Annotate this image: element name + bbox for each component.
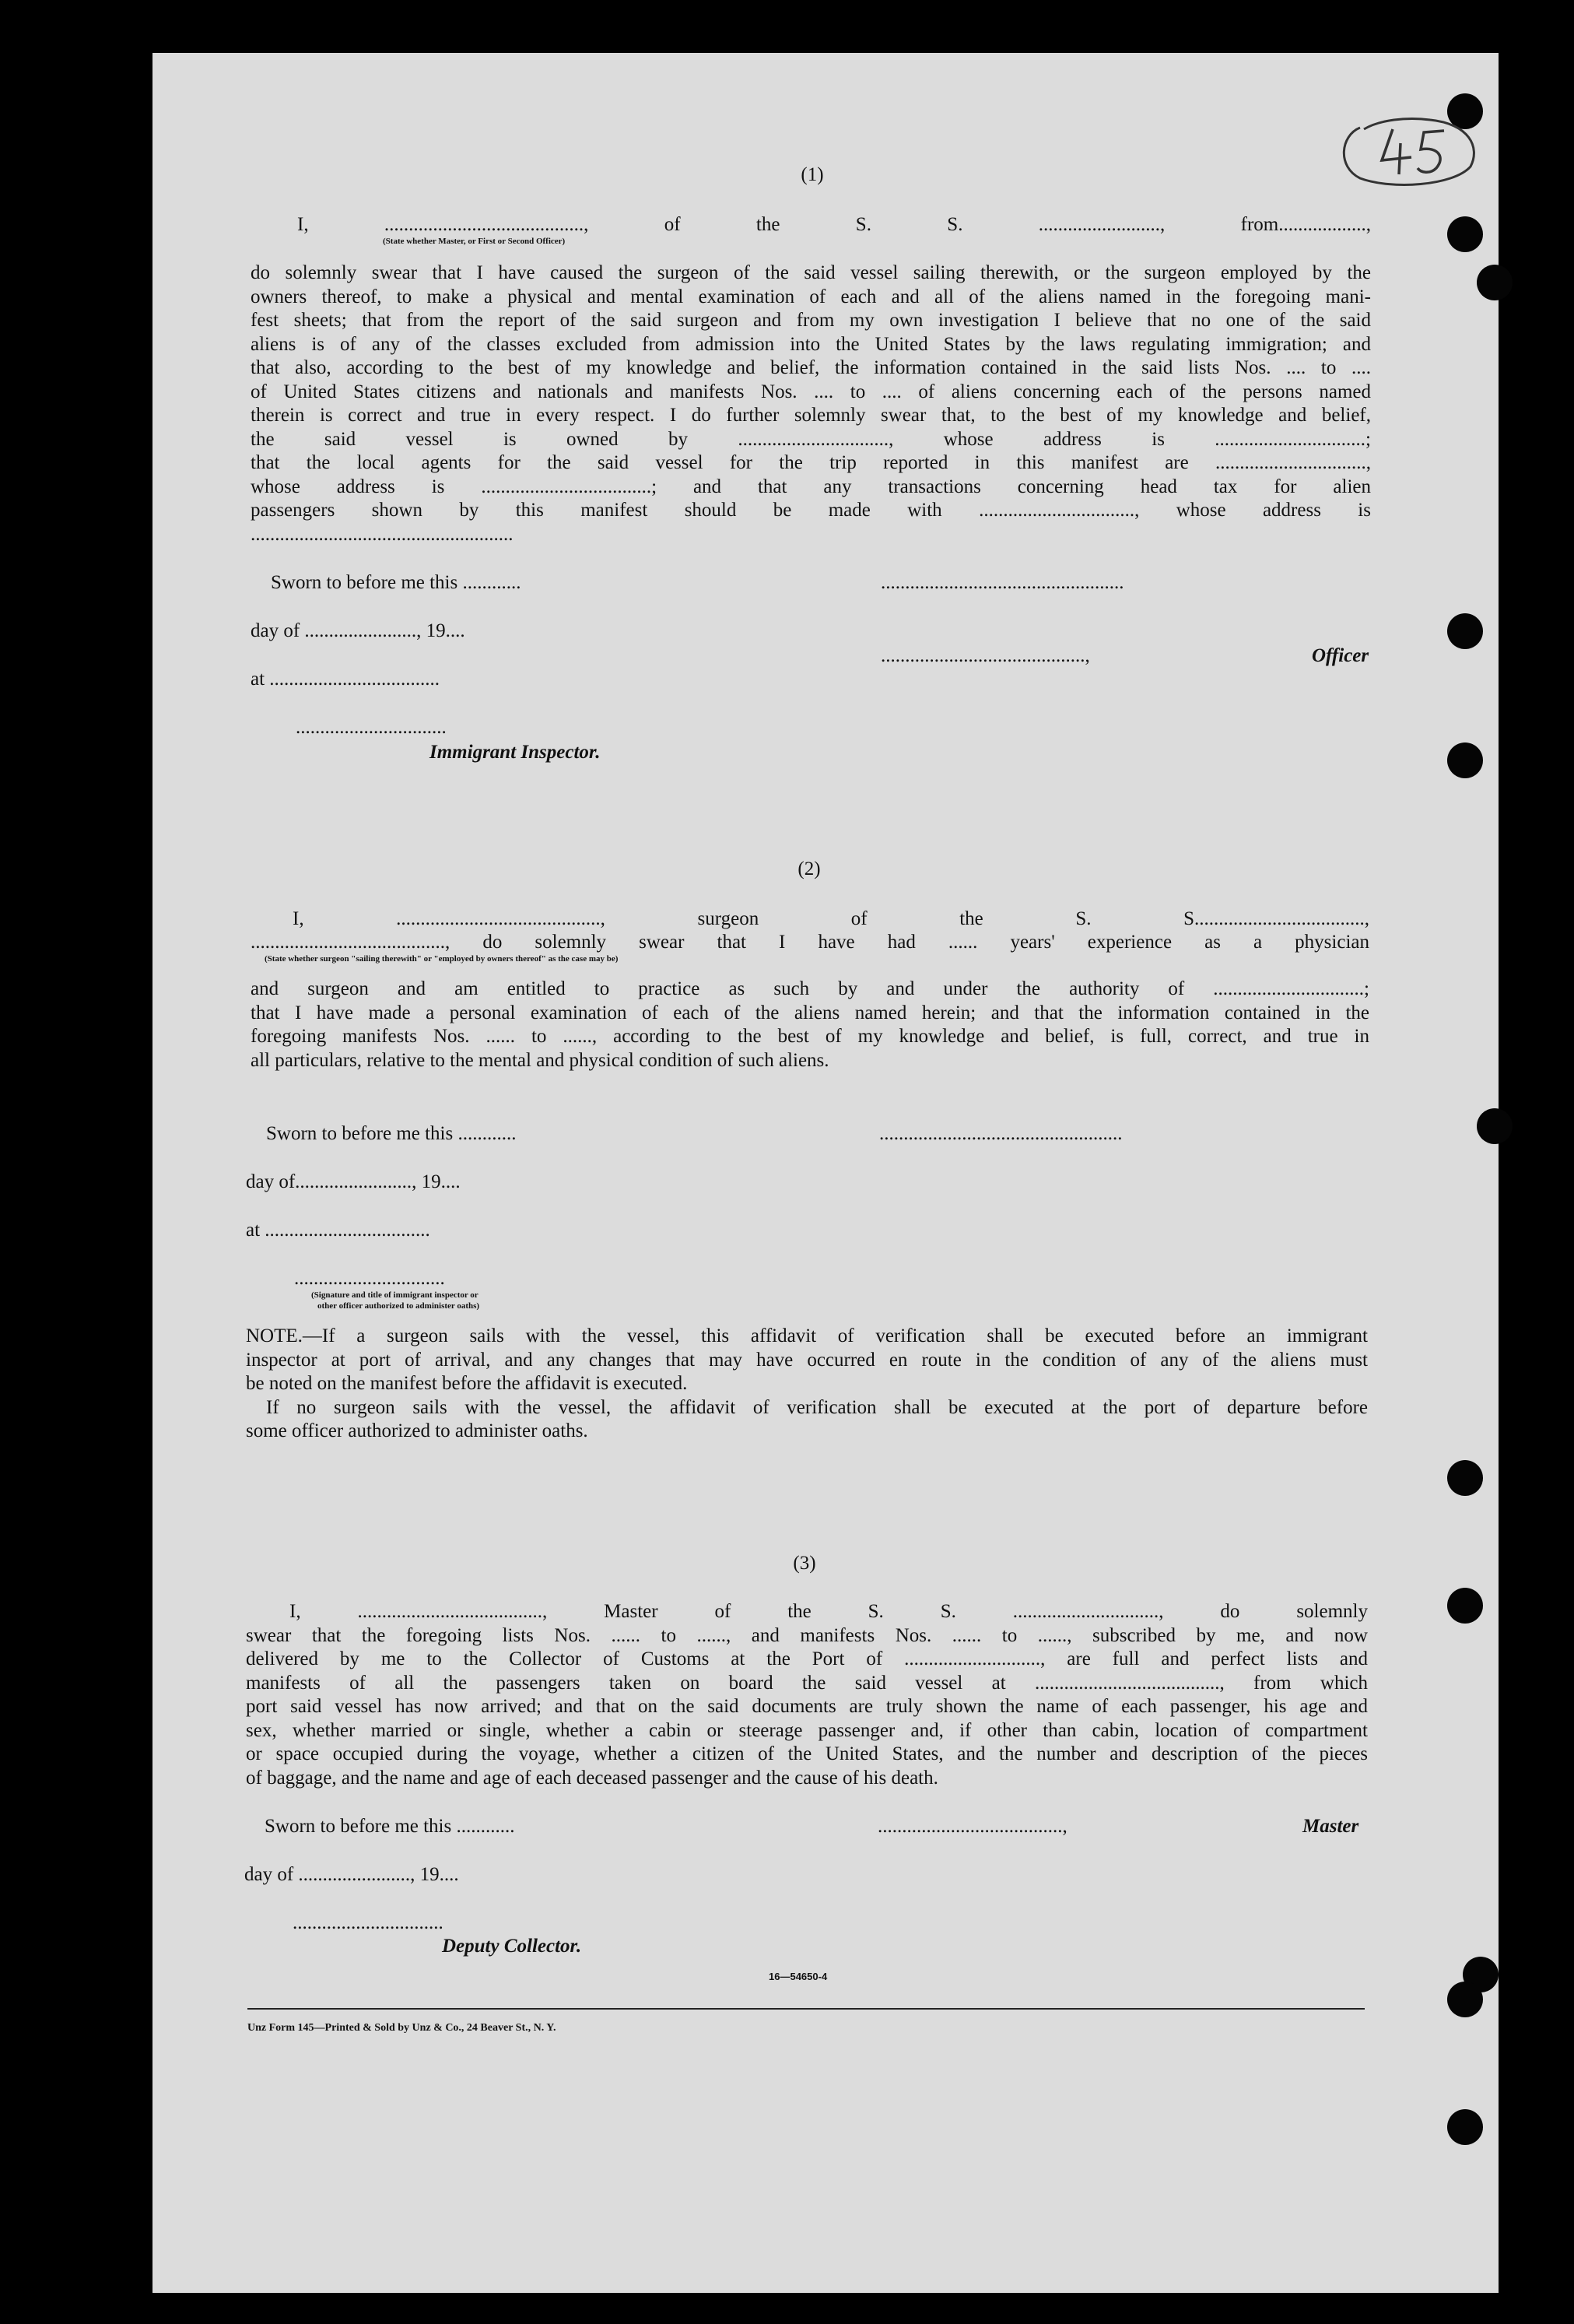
sworn-line: Sworn to before me this ............ (271, 572, 521, 593)
section-2-number: (2) (798, 858, 821, 879)
oath-line: that the local agents for the said vessel for the trip reported in this manifest are ..............................., (251, 452, 1371, 473)
oath-line: owners thereof, to make a physical and mental examination of each and all of the aliens named in the foregoing mani- (251, 286, 1371, 307)
section-1-officer-line: I, ........................................., of the S. S. ........................., from.................., (297, 214, 1371, 235)
punch-hole (1447, 613, 1483, 649)
inspector-title-note: other officer authorized to administer oaths) (317, 1301, 480, 1311)
oath-line: all particulars, relative to the mental and physical condition of such aliens. (251, 1049, 829, 1071)
oath-line: the said vessel is owned by ..............................., whose address is ...............................; (251, 428, 1371, 450)
oath-line: foregoing manifests Nos. ...... to ......, according to the best of my knowledge and belief, is full, correct, and true in (251, 1026, 1369, 1047)
inspector-title-note: (Signature and title of immigrant inspector or (311, 1290, 479, 1300)
form-number: 16—54650-4 (769, 1971, 828, 1982)
oath-line: manifests of all the passengers taken on board the said vessel at ......................................, from which (246, 1672, 1368, 1694)
inspector-signature-dots: ............................... (294, 1268, 445, 1289)
surgeon-type-note: (State whether surgeon "sailing therewith" or "employed by owners thereof" as the case may be) (265, 954, 619, 964)
section-1-oath-paragraph (251, 262, 1371, 546)
sworn-line: Sworn to before me this ............ (265, 1816, 515, 1837)
note-line: some officer authorized to administer oaths. (246, 1420, 588, 1441)
deputy-collector-label: Deputy Collector. (442, 1936, 582, 1957)
immigrant-inspector-label: Immigrant Inspector. (429, 742, 601, 763)
oath-line: passengers shown by this manifest should be made with ................................, whose address is (251, 500, 1371, 521)
day-line: day of ......................., 19.... (251, 620, 465, 641)
section-2-note-paragraph (246, 1325, 1368, 1444)
oath-line: of baggage, and the name and age of each deceased passenger and the cause of his death. (246, 1767, 938, 1789)
oath-line: fest sheets; that from the report of the said surgeon and from my own investigation I believe that no one of the said (251, 310, 1371, 331)
oath-line: that also, according to the best of my knowledge and belief, the information contained in the said lists Nos. .... to .... (251, 357, 1371, 378)
section-2-surgeon-line: I, .........................................., surgeon of the S. S..................................., (293, 908, 1369, 929)
oath-line: whose address is ...................................; and that any transactions concerning head tax for alien (251, 476, 1371, 497)
printer-footer: Unz Form 145—Printed & Sold by Unz & Co., 24 Beaver St., N. Y. (247, 2022, 556, 2034)
day-line: day of ......................., 19.... (244, 1864, 459, 1885)
punch-hole (1447, 216, 1483, 252)
officer-label: Officer (1312, 645, 1369, 666)
oath-line: or space occupied during the voyage, whether a citizen of the United States, and the number and description of the pieces (246, 1743, 1368, 1764)
master-signature-dots: ......................................, (878, 1816, 1067, 1837)
oath-line: and surgeon and am entitled to practice as such by and under the authority of ...............................; (251, 978, 1369, 999)
section-2-oath-paragraph (251, 978, 1369, 1072)
section-1-number: (1) (801, 164, 824, 185)
oath-line: sex, whether married or single, whether a cabin or steerage passenger and, if other than cabin, location of compartment (246, 1719, 1368, 1741)
oath-line: swear that the foregoing lists Nos. ...... to ......, and manifests Nos. ...... to ......, subscribed by me, and now (246, 1624, 1368, 1646)
footer-rule (247, 2008, 1365, 2010)
note-line: be noted on the manifest before the affidavit is executed. (246, 1373, 688, 1394)
section-3-oath-paragraph (246, 1600, 1368, 1790)
punch-hole (1477, 265, 1513, 300)
punch-hole (1447, 1588, 1483, 1624)
oath-line: delivered by me to the Collector of Customs at the Port of ............................, are full and perfect lists and (246, 1648, 1368, 1669)
note-line: inspector at port of arrival, and any changes that may have occurred en route in the condition of any of the aliens must (246, 1349, 1368, 1371)
oath-line: do solemnly swear that I have caused the surgeon of the said vessel sailing therewith, or the surgeon employed by the (251, 262, 1371, 283)
at-line: at .................................. (246, 1220, 430, 1241)
note-line: NOTE.—If a surgeon sails with the vessel, this affidavit of verification shall be executed before an immigrant (246, 1325, 1368, 1346)
officer-title-dots: .........................................., (881, 645, 1090, 666)
punch-hole (1447, 2109, 1483, 2145)
punch-hole (1447, 1982, 1483, 2017)
oath-line: therein is correct and true in every respect. I do further solemnly swear that, to the best of my knowledge and belief, (251, 405, 1371, 426)
at-line: at ................................... (251, 669, 440, 690)
oath-line: that I have made a personal examination of each of the aliens named herein; and that the information contained in the (251, 1002, 1369, 1023)
section-2-experience-line: ........................................, do solemnly swear that I have had ...... years' experience as a physician (251, 932, 1369, 953)
officer-signature-dots: .................................................. (881, 572, 1124, 593)
officer-rank-note: (State whether Master, or First or Second Officer) (383, 237, 566, 246)
oath-line: ...................................................... (251, 523, 514, 545)
punch-hole (1447, 1460, 1483, 1496)
oath-line: port said vessel has now arrived; and that on the said documents are truly shown the name of each passenger, his age and (246, 1696, 1368, 1717)
handwritten-page-mark (1337, 112, 1477, 190)
punch-hole (1477, 1108, 1513, 1144)
master-label: Master (1302, 1816, 1359, 1837)
note-line: If no surgeon sails with the vessel, the affidavit of verification shall be executed at the port of departure before (266, 1396, 1368, 1418)
sworn-line: Sworn to before me this ............ (266, 1123, 517, 1144)
inspector-signature-dots: ............................... (296, 717, 447, 738)
collector-signature-dots: ............................... (293, 1912, 443, 1933)
punch-hole (1447, 742, 1483, 778)
oath-line: aliens is of any of the classes excluded from admission into the United States by the laws regulating immigration; and (251, 333, 1371, 355)
oath-line: of United States citizens and nationals and manifests Nos. .... to .... of aliens concerning each of the persons named (251, 381, 1371, 402)
oath-line: I, ......................................, Master of the S. S. .............................., do solemnly (289, 1601, 1368, 1622)
day-line: day of........................, 19.... (246, 1171, 461, 1192)
surgeon-signature-dots: .................................................. (879, 1123, 1123, 1144)
section-3-number: (3) (793, 1553, 816, 1574)
